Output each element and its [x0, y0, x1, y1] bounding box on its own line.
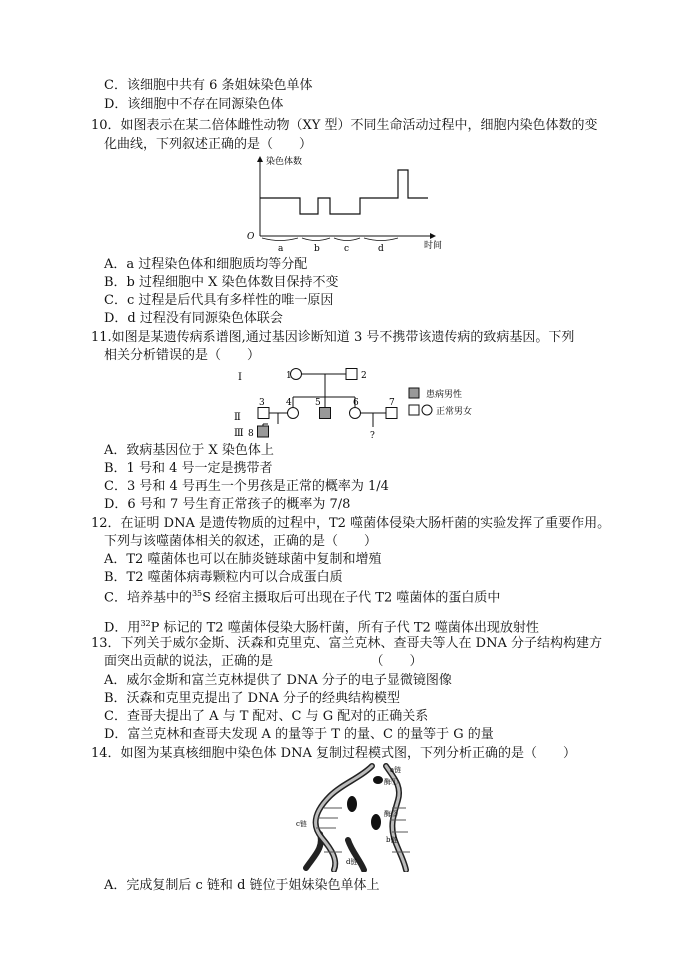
- chromosome-count-graph: [240, 150, 460, 254]
- label-d-chain: d链: [346, 858, 358, 866]
- id-label-6: 6: [353, 398, 359, 408]
- q12-option-a: A．T2 噬菌体也可以在肺炎链球菌中复制和增殖: [104, 552, 382, 567]
- q12-option-c: C．培养基中的$^{35}$S 经宿主摄取后可出现在子代 T2 噬菌体的蛋白质中: [104, 589, 501, 606]
- q14-option-a: A．完成复制后 c 链和 d 链位于姐妹染色单体上: [104, 878, 380, 893]
- legend-affected-label: 患病男性: [426, 390, 463, 400]
- x-axis-arrow-icon: [430, 233, 436, 239]
- enzyme-1-icon: [373, 776, 383, 784]
- enzyme-2-right-icon: [371, 814, 381, 830]
- pedigree-lines: [263, 374, 386, 427]
- q13-option-b: B．沃森和克里克提出了 DNA 分子的经典结构模型: [104, 691, 401, 706]
- q12-stem-line2: 下列与该噬菌体相关的叙述，正确的是（ ）: [104, 534, 378, 549]
- label-b-chain: b链: [386, 836, 398, 844]
- generation-i: Ⅰ: [238, 372, 242, 383]
- individual-3: [258, 408, 269, 419]
- q11-stem-line1: 11.如图是某遗传病系谱图,通过基因诊断知道 3 号不携带该遗传病的致病基因。下列: [91, 330, 575, 345]
- q13-stem-line1: 13．下列关于威尔金斯、沃森和克里克、富兰克林、查哥夫等人在 DNA 分子结构构建方: [91, 636, 602, 651]
- id-label-8: 8: [248, 429, 254, 439]
- label-a-chain: a链: [390, 766, 402, 774]
- stage-label-c: c: [344, 244, 350, 254]
- chromosome-curve: [260, 170, 428, 214]
- q11-option-b: B．1 号和 4 号一定是携带者: [104, 461, 273, 476]
- q10-stem-line2: 化曲线，下列叙述正确的是（ ）: [104, 137, 313, 152]
- legend-normal-male-icon: [409, 405, 419, 415]
- stage-label-b: b: [314, 244, 320, 254]
- q10-option-d: D．d 过程没有同源染色体联会: [104, 311, 283, 326]
- y-axis-arrow-icon: [257, 156, 263, 162]
- stage-brackets: [262, 238, 398, 241]
- label-enzyme-1: 酶①: [384, 778, 398, 786]
- q11-stem-line2: 相关分析错误的是（ ）: [104, 348, 261, 363]
- q10-option-a: A．a 过程染色体和细胞质均等分配: [104, 257, 308, 272]
- pedigree-chart: [228, 364, 518, 448]
- dna-replication-diagram: [294, 760, 422, 872]
- id-label-3: 3: [259, 398, 265, 408]
- generation-ii: Ⅱ: [234, 412, 241, 423]
- stage-label-d: d: [378, 244, 384, 254]
- q13-option-d: D．富兰克林和查哥夫发现 A 的量等于 T 的量、C 的量等于 G 的量: [104, 727, 494, 742]
- individual-2: [346, 369, 357, 380]
- id-label-2: 2: [361, 371, 367, 381]
- q11-option-d: D．6 号和 7 号生育正常孩子的概率为 7/8: [104, 497, 351, 512]
- q13-option-a: A．威尔金斯和富兰克林提供了 DNA 分子的电子显微镜图像: [104, 673, 452, 688]
- generation-iii: Ⅲ: [234, 428, 244, 439]
- q9-option-c: C．该细胞中共有 6 条姐妹染色单体: [104, 78, 313, 93]
- q10-stem-line1: 10．如图表示在某二倍体雌性动物（XY 型）不同生命活动过程中，细胞内染色体数的变: [91, 118, 598, 133]
- individual-1: [291, 369, 302, 380]
- graph-origin: O: [247, 232, 255, 242]
- graph-ylabel: 染色体数: [266, 157, 303, 167]
- q10-option-b: B．b 过程细胞中 X 染色体数目保持不变: [104, 275, 339, 290]
- label-c-chain: c链: [296, 820, 307, 828]
- stage-label-a: a: [278, 244, 284, 254]
- unknown-child: ?: [370, 431, 375, 441]
- q14-stem: 14．如图为某真核细胞中染色体 DNA 复制过程模式图，下列分析正确的是（ ）: [91, 746, 576, 761]
- q11-option-c: C．3 号和 4 号再生一个男孩是正常的概率为 1/4: [104, 479, 389, 494]
- q11-option-a: A．致病基因位于 X 染色体上: [104, 443, 274, 458]
- id-label-1: 1: [286, 371, 292, 381]
- q13-stem-line2: 面突出贡献的说法，正确的是 （ ）: [104, 654, 423, 669]
- legend-normal-label: 正常男女: [436, 407, 473, 417]
- individual-8-affected: [258, 426, 269, 437]
- individual-7: [386, 408, 397, 419]
- id-label-7: 7: [389, 398, 395, 408]
- legend-normal-female-icon: [422, 405, 432, 415]
- individual-5-affected: [320, 408, 331, 419]
- q12-option-d: D．用$^{32}$P 标记的 T2 噬菌体侵染大肠杆菌，所有子代 T2 噬菌体出现放射性: [104, 619, 539, 636]
- individual-4: [288, 408, 299, 419]
- q12-option-b: B．T2 噬菌体病毒颗粒内可以合成蛋白质: [104, 570, 343, 585]
- individual-6: [350, 408, 361, 419]
- label-enzyme-2: 酶②: [384, 810, 398, 818]
- q12-stem-line1: 12．在证明 DNA 是遗传物质的过程中，T2 噬菌体侵染大肠杆菌的实验发挥了重要作用。: [91, 516, 611, 531]
- q9-option-d: D．该细胞中不存在同源染色体: [104, 97, 284, 112]
- enzyme-2-left-icon: [347, 796, 357, 812]
- id-label-5: 5: [315, 398, 321, 408]
- id-label-4: 4: [286, 398, 292, 408]
- graph-xlabel: 时间: [424, 241, 443, 251]
- q10-option-c: C．c 过程是后代具有多样性的唯一原因: [104, 293, 334, 308]
- legend-affected-icon: [409, 388, 419, 398]
- q13-option-c: C．查哥夫提出了 A 与 T 配对、C 与 G 配对的正确关系: [104, 709, 429, 724]
